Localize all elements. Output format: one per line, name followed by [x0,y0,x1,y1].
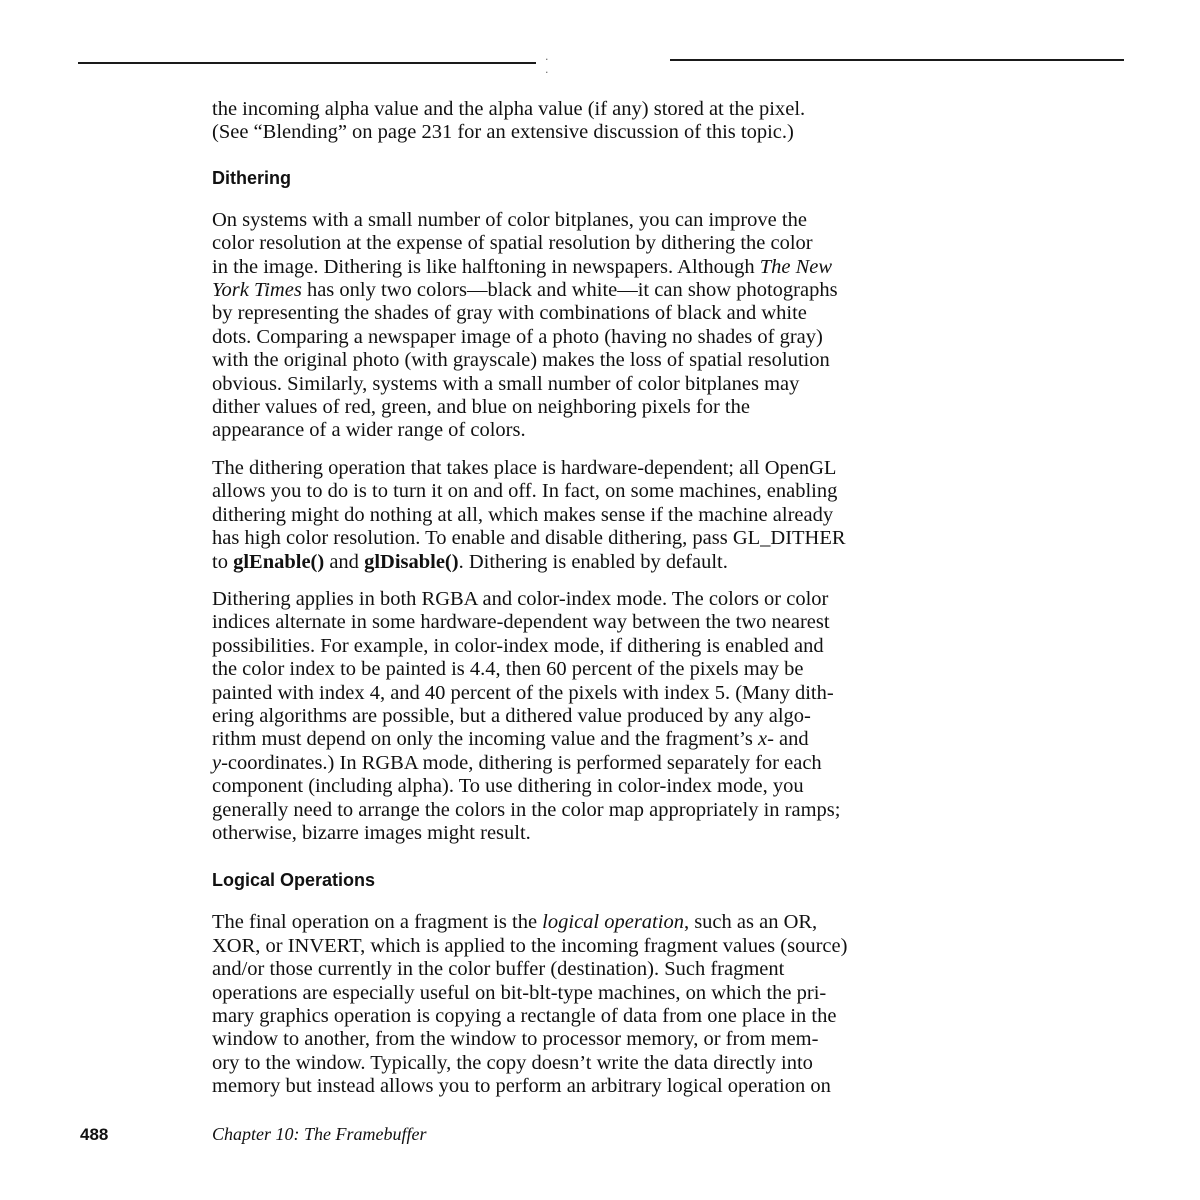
text-line: ory to the window. Typically, the copy doesn’t write the data directly into [212,1051,813,1074]
text-line: has high color resolution. To enable and disable dithering, pass GL_DITHER [212,527,846,550]
text-line: otherwise, bizarre images might result. [212,821,531,844]
text-line: appearance of a wider range of colors. [212,419,526,442]
text-line: the color index to be painted is 4.4, then 60 percent of the pixels may be [212,658,804,681]
text-line: painted with index 4, and 40 percent of the pixels with index 5. (Many dith- [212,681,834,704]
function-name: glDisable() [364,550,459,573]
running-footer-chapter: Chapter 10: The Framebuffer [212,1124,427,1144]
text-line: to glEnable() and glDisable(). Dithering is enabled by default. [212,550,728,573]
function-name: glEnable() [233,550,325,573]
dithering-paragraph-3 [212,588,1122,845]
dithering-paragraph-1 [212,209,1122,443]
text-line: in the image. Dithering is like halftoning in newspapers. Although The New [212,255,833,278]
text-line: rithm must depend on only the incoming value and the fragment’s x- and [212,728,809,751]
text-line: dithering might do nothing at all, which makes sense if the machine already [212,503,834,526]
text-line: generally need to arrange the colors in the color map appropriately in ramps; [212,798,841,821]
text-line: color resolution at the expense of spatial resolution by dithering the color [212,232,813,255]
text-line: with the original photo (with grayscale) makes the loss of spatial resolution [212,349,830,372]
text-line: obvious. Similarly, systems with a small number of color bitplanes may [212,372,800,395]
page-body [212,98,1122,1099]
header-rule-mark: . . [545,50,553,76]
text-line: possibilities. For example, in color-index mode, if dithering is enabled and [212,634,824,657]
page-number: 488 [80,1125,109,1144]
header-rule-right [670,59,1124,61]
text-line: The dithering operation that takes place is hardware-dependent; all OpenGL [212,456,837,479]
logical-operations-paragraph-1 [212,911,1122,1098]
header-rule-left [78,62,536,64]
text-line: ering algorithms are possible, but a dithered value produced by any algo- [212,704,811,727]
section-heading-logical-operations: Logical Operations [212,870,376,891]
text-line: On systems with a small number of color bitplanes, you can improve the [212,208,807,231]
text-line: dither values of red, green, and blue on neighboring pixels for the [212,396,750,419]
text-line: window to another, from the window to processor memory, or from mem- [212,1028,819,1051]
text-line: Dithering applies in both RGBA and color-index mode. The colors or color [212,587,829,610]
text-line: mary graphics operation is copying a rectangle of data from one place in the [212,1005,837,1027]
text-line: component (including alpha). To use dithering in color-index mode, you [212,775,804,798]
intro-paragraph [212,98,1122,145]
text-line: memory but instead allows you to perform an arbitrary logical operation on [212,1075,831,1098]
text-line: and/or those currently in the color buffer (destination). Such fragment [212,958,785,981]
text-line: dots. Comparing a newspaper image of a photo (having no shades of gray) [212,325,823,348]
text-line: York Times has only two colors—black and white—it can show photographs [212,279,838,302]
text-line: allows you to do is to turn it on and off. In fact, on some machines, enabling [212,480,838,503]
section-heading-dithering: Dithering [212,167,291,188]
text-line: operations are especially useful on bit-blt-type machines, on which the pri- [212,981,827,1004]
text-line: XOR, or INVERT, which is applied to the incoming fragment values (source) [212,934,848,957]
text-line: the incoming alpha value and the alpha value (if any) stored at the pixel. [212,98,806,120]
text-line: indices alternate in some hardware-dependent way between the two nearest [212,611,830,634]
dithering-paragraph-2 [212,457,1122,574]
text-line: y-coordinates.) In RGBA mode, dithering is performed separately for each [212,751,822,774]
text-line: by representing the shades of gray with combinations of black and white [212,302,807,325]
text-line: (See “Blending” on page 231 for an extensive discussion of this topic.) [212,121,794,144]
text-line: The final operation on a fragment is the logical operation, such as an OR, [212,911,818,934]
